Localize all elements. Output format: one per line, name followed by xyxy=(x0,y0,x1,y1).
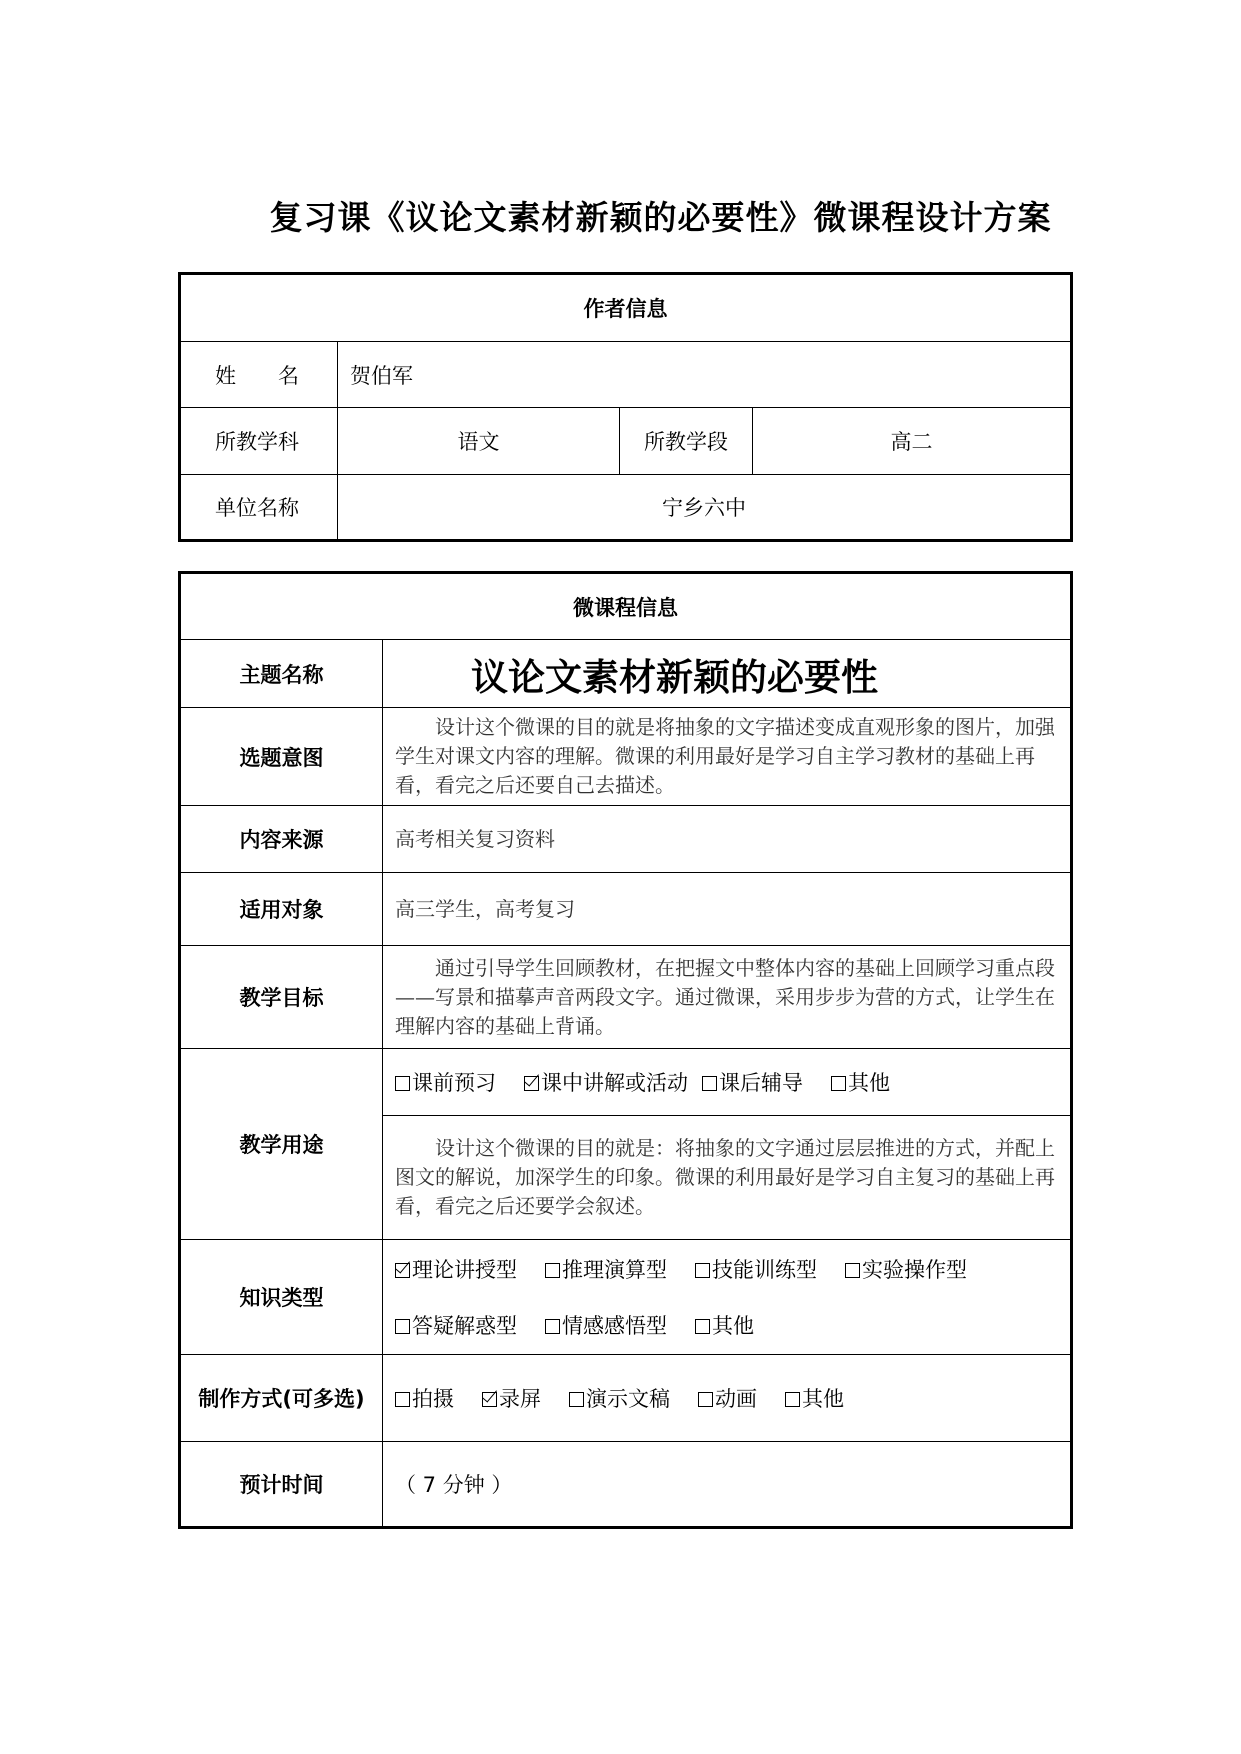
usage-label: 教学用途 xyxy=(180,1049,383,1240)
name-label: 姓 名 xyxy=(180,342,338,408)
subject-value: 语文 xyxy=(338,408,620,475)
checkbox-icon[interactable] xyxy=(785,1392,800,1407)
grade-label: 所教学段 xyxy=(620,408,753,475)
method-option-screen[interactable]: 录屏 xyxy=(482,1383,541,1413)
knowledge-option-reasoning[interactable]: 推理演算型 xyxy=(545,1254,667,1284)
goal-value: 通过引导学生回顾教材，在把握文中整体内容的基础上回顾学习重点段——写景和描摹声音两段文字。通过微课，采用步步为营的方式，让学生在理解内容的基础上背诵。 xyxy=(383,946,1072,1049)
checkbox-icon[interactable] xyxy=(695,1319,710,1334)
method-option-shoot[interactable]: 拍摄 xyxy=(395,1383,454,1413)
checkbox-icon[interactable] xyxy=(698,1392,713,1407)
knowledge-option-experiment[interactable]: 实验操作型 xyxy=(845,1254,967,1284)
method-option-slides[interactable]: 演示文稿 xyxy=(569,1383,670,1413)
checkbox-checked-icon[interactable] xyxy=(395,1263,410,1278)
usage-option-other[interactable]: 其他 xyxy=(831,1067,890,1097)
checkbox-icon[interactable] xyxy=(569,1392,584,1407)
knowledge-option-theory[interactable]: 理论讲授型 xyxy=(395,1254,517,1284)
knowledge-option-qa[interactable]: 答疑解惑型 xyxy=(395,1310,517,1340)
usage-options xyxy=(383,1049,1072,1116)
checkbox-icon[interactable] xyxy=(395,1319,410,1334)
checkbox-icon[interactable] xyxy=(545,1319,560,1334)
method-option-other[interactable]: 其他 xyxy=(785,1383,844,1413)
checkbox-icon[interactable] xyxy=(395,1076,410,1091)
author-section-header: 作者信息 xyxy=(180,274,1072,342)
time-label: 预计时间 xyxy=(180,1442,383,1528)
method-option-animation[interactable]: 动画 xyxy=(698,1383,757,1413)
usage-option-in-class[interactable]: 课中讲解或活动 xyxy=(524,1067,688,1097)
author-info-table xyxy=(178,272,1073,542)
intent-value: 设计这个微课的目的就是将抽象的文字描述变成直观形象的图片，加强学生对课文内容的理解。微课的利用最好是学习自主学习教材的基础上再看，看完之后还要自己去描述。 xyxy=(383,708,1072,806)
knowledge-option-other[interactable]: 其他 xyxy=(695,1310,754,1340)
usage-option-after-class[interactable]: 课后辅导 xyxy=(702,1067,803,1097)
topic-value: 议论文素材新颖的必要性 xyxy=(383,640,1072,708)
usage-option-preview[interactable]: 课前预习 xyxy=(395,1067,496,1097)
subject-label: 所教学科 xyxy=(180,408,338,475)
school-value: 宁乡六中 xyxy=(338,475,1072,541)
intent-label: 选题意图 xyxy=(180,708,383,806)
name-value: 贺伯军 xyxy=(338,342,1072,408)
checkbox-icon[interactable] xyxy=(545,1263,560,1278)
knowledge-label: 知识类型 xyxy=(180,1240,383,1355)
knowledge-option-emotion[interactable]: 情感感悟型 xyxy=(545,1310,667,1340)
source-value: 高考相关复习资料 xyxy=(383,806,1072,873)
checkbox-icon[interactable] xyxy=(395,1392,410,1407)
knowledge-options xyxy=(383,1240,1072,1355)
checkbox-icon[interactable] xyxy=(695,1263,710,1278)
source-label: 内容来源 xyxy=(180,806,383,873)
knowledge-option-skill[interactable]: 技能训练型 xyxy=(695,1254,817,1284)
usage-description: 设计这个微课的目的就是：将抽象的文字通过层层推进的方式，并配上图文的解说，加深学生的印象。微课的利用最好是学习自主复习的基础上再看，看完之后还要学会叙述。 xyxy=(383,1116,1072,1240)
time-value: （ 7 分钟 ） xyxy=(383,1442,1072,1528)
method-label: 制作方式(可多选) xyxy=(180,1355,383,1442)
checkbox-icon[interactable] xyxy=(845,1263,860,1278)
audience-label: 适用对象 xyxy=(180,873,383,946)
checkbox-icon[interactable] xyxy=(831,1076,846,1091)
course-info-table xyxy=(178,571,1073,1529)
method-options xyxy=(383,1355,1072,1442)
school-label: 单位名称 xyxy=(180,475,338,541)
checkbox-icon[interactable] xyxy=(702,1076,717,1091)
goal-label: 教学目标 xyxy=(180,946,383,1049)
checkbox-checked-icon[interactable] xyxy=(524,1076,539,1091)
course-section-header: 微课程信息 xyxy=(180,573,1072,640)
topic-label: 主题名称 xyxy=(180,640,383,708)
checkbox-checked-icon[interactable] xyxy=(482,1392,497,1407)
grade-value: 高二 xyxy=(753,408,1072,475)
document-title: 复习课《议论文素材新颖的必要性》微课程设计方案 xyxy=(269,198,1052,237)
audience-value: 高三学生，高考复习 xyxy=(383,873,1072,946)
